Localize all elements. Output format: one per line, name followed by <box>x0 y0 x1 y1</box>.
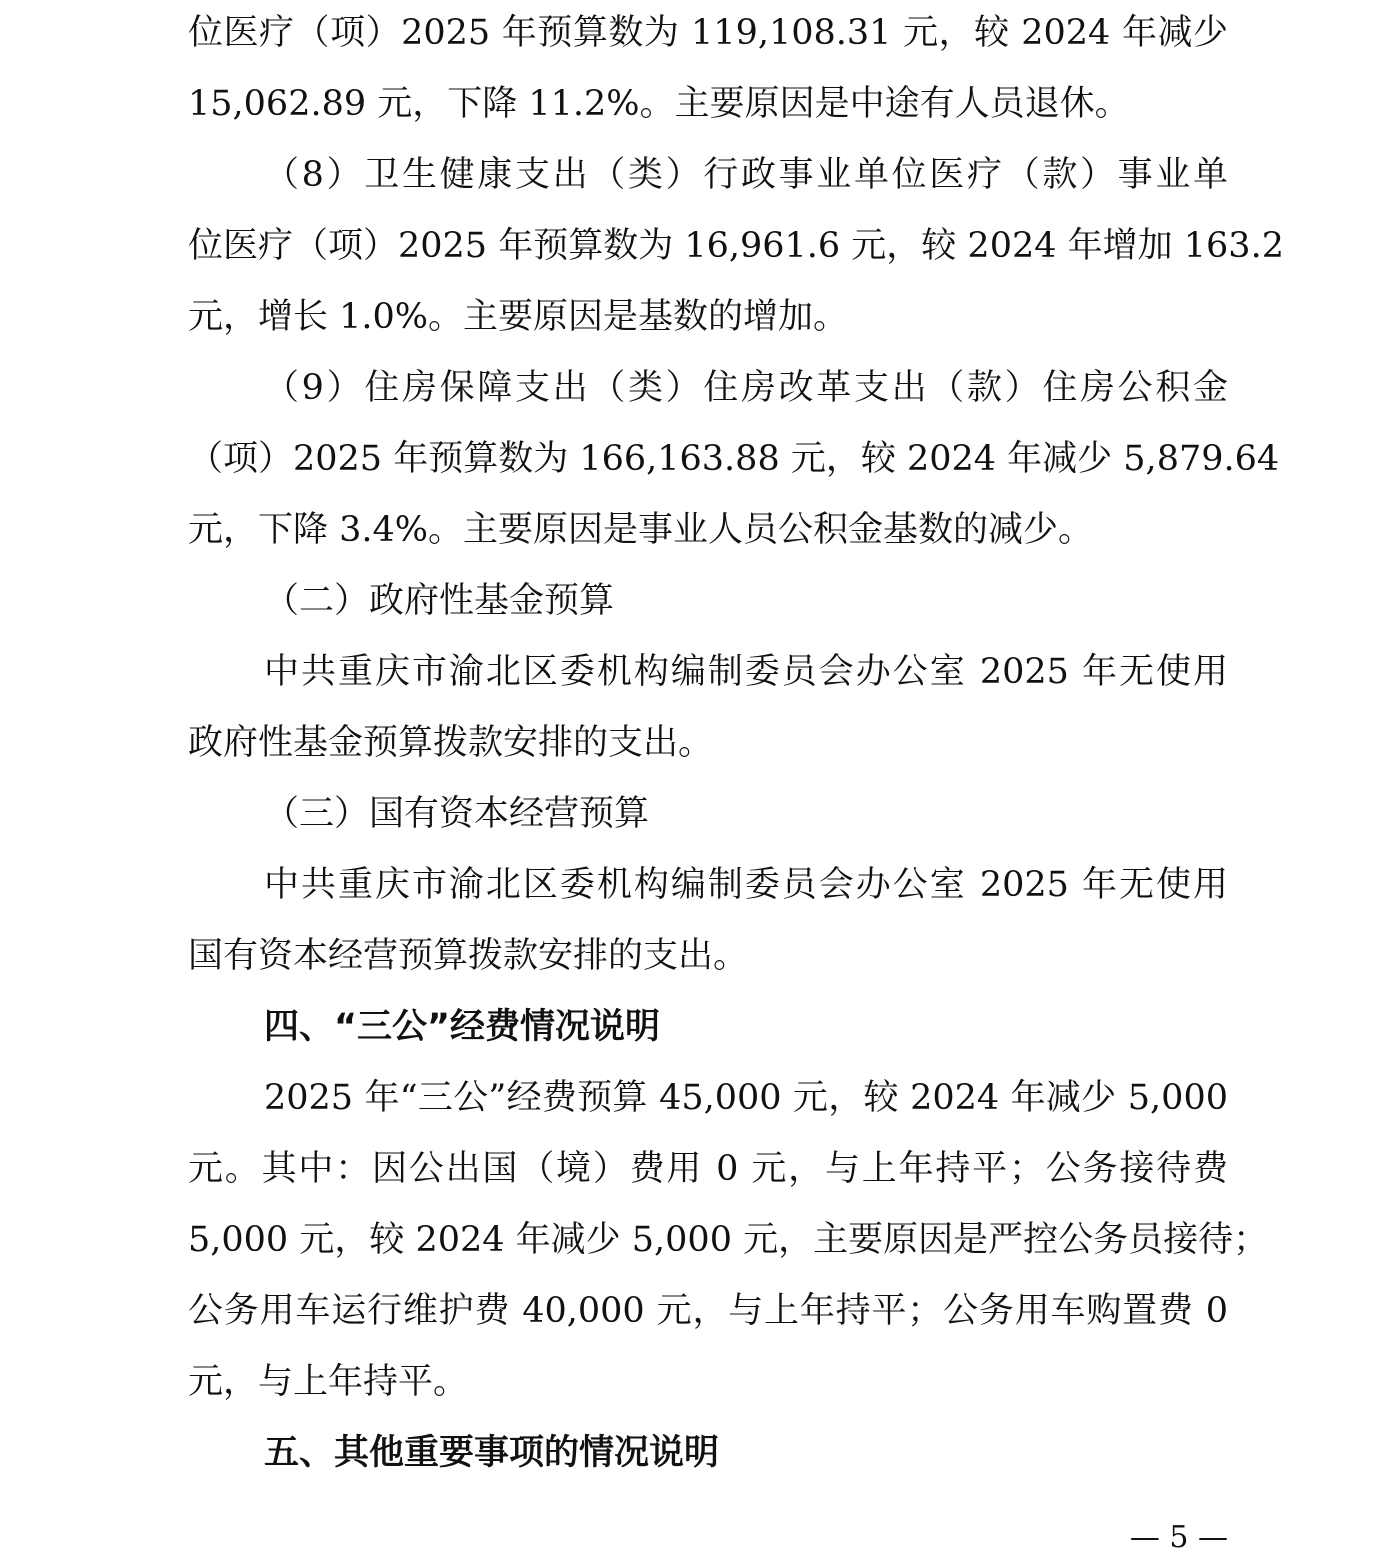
text-line: 中共重庆市渝北区委机构编制委员会办公室 2025 年无使用 <box>264 652 1228 692</box>
text-line: 元，下降 3.4%。主要原因是事业人员公积金基数的减少。 <box>188 510 1094 550</box>
text-line: （9）住房保障支出（类）住房改革支出（款）住房公积金 <box>264 368 1228 408</box>
chapter-heading: 五、其他重要事项的情况说明 <box>264 1433 720 1473</box>
section-heading: （二）政府性基金预算 <box>264 581 615 621</box>
text-line: 15,062.89 元，下降 11.2%。主要原因是中途有人员退休。 <box>188 84 1130 124</box>
text-line: 5,000 元，较 2024 年减少 5,000 元，主要原因是严控公务员接待； <box>188 1220 1269 1260</box>
text-line: 政府性基金预算拨款安排的支出。 <box>188 723 714 763</box>
text-line: 位医疗（项）2025 年预算数为 119,108.31 元，较 2024 年减少 <box>188 13 1228 53</box>
text-line: 公务用车运行维护费 40,000 元，与上年持平；公务用车购置费 0 <box>188 1291 1228 1331</box>
text-line: 中共重庆市渝北区委机构编制委员会办公室 2025 年无使用 <box>264 865 1228 905</box>
text-line: （项）2025 年预算数为 166,163.88 元，较 2024 年减少 5,879.64 <box>188 439 1280 479</box>
document-page <box>188 0 1284 1489</box>
text-line: 元，增长 1.0%。主要原因是基数的增加。 <box>188 297 849 337</box>
section-heading: （三）国有资本经营预算 <box>264 794 650 834</box>
text-line: 位医疗（项）2025 年预算数为 16,961.6 元，较 2024 年增加 163.2 <box>188 226 1284 266</box>
page-number: — 5 — <box>1129 1520 1228 1555</box>
text-line: 元。其中：因公出国（境）费用 0 元，与上年持平；公务接待费 <box>188 1149 1228 1189</box>
chapter-heading: 四、“三公”经费情况说明 <box>264 1007 661 1047</box>
text-line: 2025 年“三公”经费预算 45,000 元，较 2024 年减少 5,000 <box>264 1078 1228 1118</box>
text-line: 元，与上年持平。 <box>188 1362 469 1402</box>
text-line: 国有资本经营预算拨款安排的支出。 <box>188 936 749 976</box>
text-line: （8）卫生健康支出（类）行政事业单位医疗（款）事业单 <box>264 155 1228 195</box>
